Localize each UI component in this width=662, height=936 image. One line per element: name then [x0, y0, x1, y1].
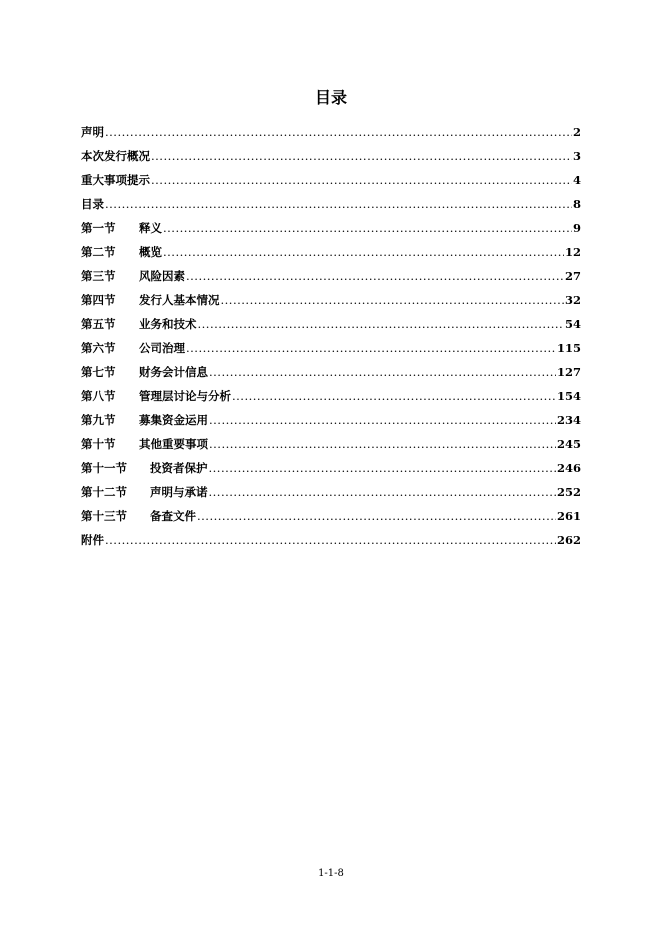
toc-leader-dots — [186, 268, 564, 284]
toc-page-number: 32 — [564, 293, 581, 307]
toc-page-number: 245 — [556, 437, 581, 451]
toc-leader-dots — [151, 148, 572, 164]
toc-entry-label — [81, 316, 197, 332]
toc-section-number: 第六节 — [81, 341, 116, 355]
page-footer-number: 1-1-8 — [318, 868, 344, 879]
toc-entry-section-3[interactable] — [81, 268, 581, 292]
toc-page-number: 2 — [572, 125, 581, 139]
toc-leader-dots — [221, 292, 564, 308]
toc-entry-title: 发行人基本情况 — [139, 293, 220, 307]
toc-section-number: 第七节 — [81, 365, 116, 379]
toc-page-number: 27 — [564, 269, 581, 283]
toc-page-number: 3 — [572, 149, 581, 163]
toc-page-number: 54 — [564, 317, 581, 331]
toc-section-number: 第八节 — [81, 389, 116, 403]
toc-entry-title: 释义 — [139, 221, 162, 235]
toc-page-number: 262 — [556, 533, 581, 547]
toc-leader-dots — [209, 460, 556, 476]
toc-page-number: 246 — [556, 461, 581, 475]
toc-entry-section-1[interactable] — [81, 220, 581, 244]
toc-section-number: 第十二节 — [81, 485, 127, 499]
toc-leader-dots — [105, 124, 572, 140]
toc-entry-label — [81, 388, 231, 404]
toc-entry-section-7[interactable] — [81, 364, 581, 388]
toc-entry-label — [81, 268, 185, 284]
toc-leader-dots — [163, 220, 572, 236]
toc-page-number: 115 — [556, 341, 581, 355]
toc-leader-dots — [232, 388, 556, 404]
toc-entry-label — [81, 364, 208, 380]
toc-leader-dots — [198, 316, 564, 332]
toc-entry-title: 其他重要事项 — [139, 437, 208, 451]
toc-page-number: 127 — [556, 365, 581, 379]
toc-leader-dots — [197, 508, 556, 524]
toc-entry-title: 财务会计信息 — [139, 365, 208, 379]
toc-entry-title: 概览 — [139, 245, 162, 259]
toc-entry-contents[interactable] — [81, 196, 581, 220]
toc-entry-section-11[interactable] — [81, 460, 581, 484]
toc-leader-dots — [105, 196, 572, 212]
toc-entry-label — [81, 172, 150, 188]
toc-entry-title: 声明与承诺 — [150, 485, 208, 499]
toc-leader-dots — [209, 412, 556, 428]
toc-leader-dots — [105, 532, 556, 548]
toc-leader-dots — [209, 364, 556, 380]
toc-entry-label — [81, 340, 185, 356]
toc-section-number: 第二节 — [81, 245, 116, 259]
toc-entry-section-6[interactable] — [81, 340, 581, 364]
toc-entry-section-9[interactable] — [81, 412, 581, 436]
table-of-contents — [81, 124, 581, 556]
toc-entry-title: 声明 — [81, 125, 104, 139]
toc-entry-section-2[interactable] — [81, 244, 581, 268]
toc-entry-major-matters[interactable] — [81, 172, 581, 196]
toc-entry-title: 投资者保护 — [150, 461, 208, 475]
toc-entry-title: 目录 — [81, 197, 104, 211]
toc-page-number: 252 — [556, 485, 581, 499]
toc-entry-section-4[interactable] — [81, 292, 581, 316]
toc-page-number: 12 — [564, 245, 581, 259]
toc-leader-dots — [163, 244, 564, 260]
toc-page-number: 261 — [556, 509, 581, 523]
toc-section-number: 第一节 — [81, 221, 116, 235]
toc-entry-label — [81, 484, 208, 500]
toc-entry-label — [81, 436, 208, 452]
toc-entry-label — [81, 412, 208, 428]
toc-entry-title: 重大事项提示 — [81, 173, 150, 187]
toc-section-number: 第三节 — [81, 269, 116, 283]
toc-section-number: 第五节 — [81, 317, 116, 331]
toc-entry-offering-overview[interactable] — [81, 148, 581, 172]
toc-entry-section-8[interactable] — [81, 388, 581, 412]
toc-entry-title: 附件 — [81, 533, 104, 547]
toc-entry-label — [81, 220, 162, 236]
page-title: 目录 — [314, 88, 347, 107]
toc-entry-section-13[interactable] — [81, 508, 581, 532]
toc-section-number: 第十一节 — [81, 461, 127, 475]
toc-page-number: 9 — [572, 221, 581, 235]
toc-entry-title: 风险因素 — [139, 269, 185, 283]
toc-entry-title: 本次发行概况 — [81, 149, 150, 163]
toc-entry-title: 管理层讨论与分析 — [139, 389, 231, 403]
toc-leader-dots — [186, 340, 556, 356]
toc-entry-statement[interactable] — [81, 124, 581, 148]
toc-section-number: 第四节 — [81, 293, 116, 307]
toc-entry-label — [81, 532, 104, 548]
toc-entry-title: 募集资金运用 — [139, 413, 208, 427]
toc-entry-section-10[interactable] — [81, 436, 581, 460]
toc-page-number: 234 — [556, 413, 581, 427]
toc-entry-label — [81, 292, 220, 308]
toc-entry-title: 备查文件 — [150, 509, 196, 523]
toc-section-number: 第九节 — [81, 413, 116, 427]
toc-entry-section-5[interactable] — [81, 316, 581, 340]
toc-entry-section-12[interactable] — [81, 484, 581, 508]
toc-leader-dots — [209, 484, 556, 500]
toc-entry-label — [81, 460, 208, 476]
toc-entry-appendix[interactable] — [81, 532, 581, 556]
toc-leader-dots — [209, 436, 556, 452]
toc-entry-title: 公司治理 — [139, 341, 185, 355]
toc-page-number: 4 — [572, 173, 581, 187]
toc-entry-label — [81, 124, 104, 140]
toc-entry-title: 业务和技术 — [139, 317, 197, 331]
toc-leader-dots — [151, 172, 572, 188]
toc-entry-label — [81, 148, 150, 164]
toc-section-number: 第十三节 — [81, 509, 127, 523]
toc-entry-label — [81, 508, 196, 524]
toc-page-number: 8 — [572, 197, 581, 211]
toc-entry-label — [81, 196, 104, 212]
toc-entry-label — [81, 244, 162, 260]
toc-section-number: 第十节 — [81, 437, 116, 451]
toc-page-number: 154 — [556, 389, 581, 403]
